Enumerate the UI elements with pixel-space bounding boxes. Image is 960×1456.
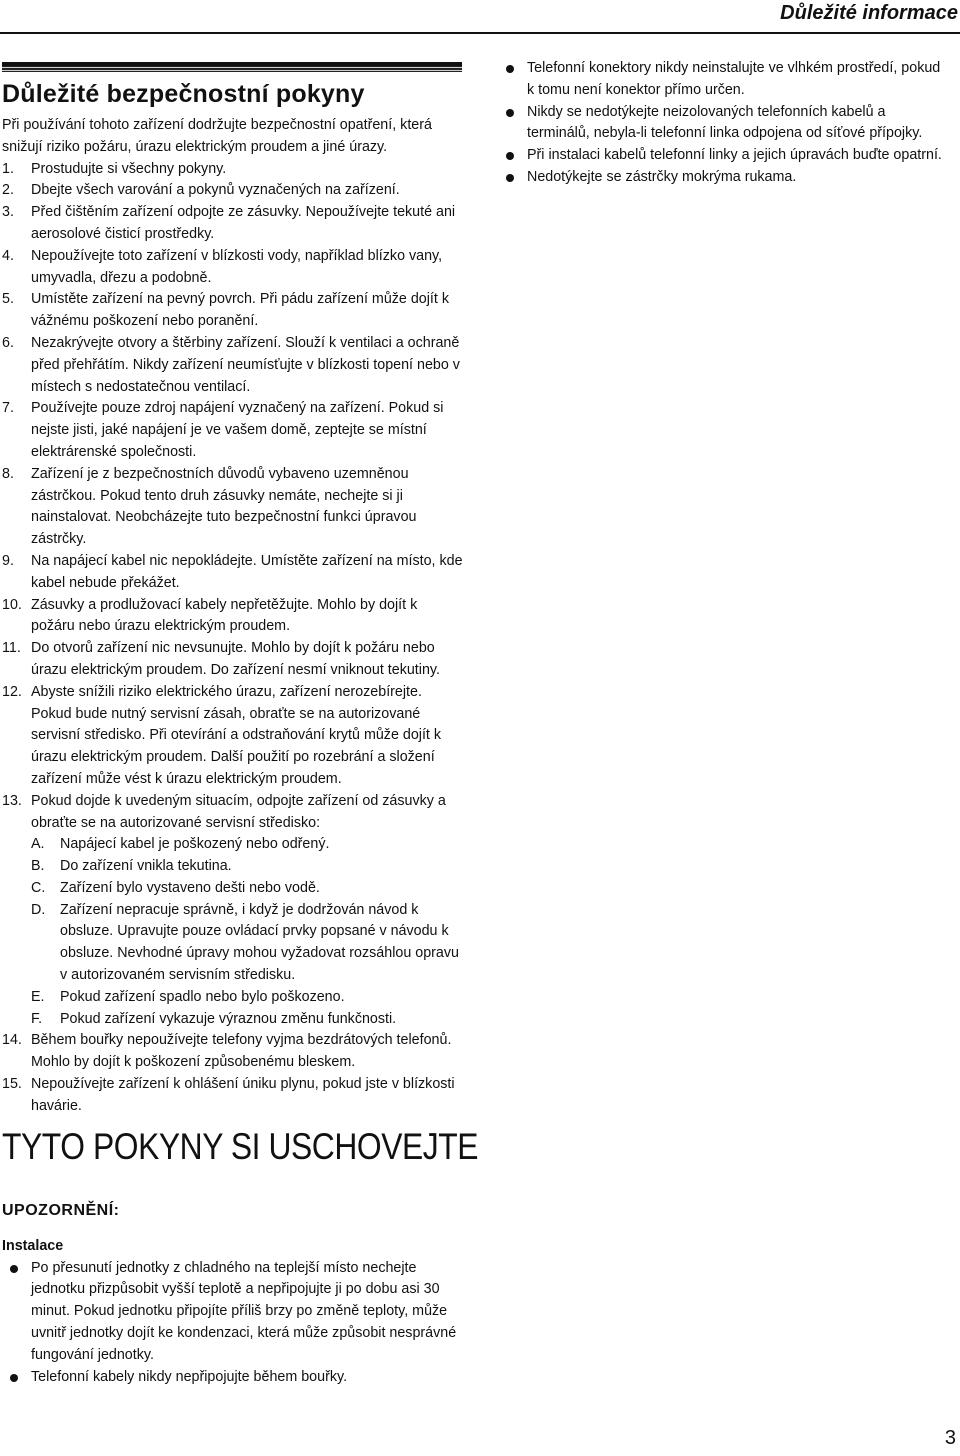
installation-title: Instalace	[2, 1237, 64, 1254]
sub-list-item	[31, 856, 464, 878]
item-number: 7.	[2, 400, 14, 417]
list-item	[2, 159, 464, 181]
intro-paragraph: Při používání tohoto zařízení dodržujte bezpečnostní opatření, která snižují riziko požáru, úrazu elektrickým proudem a jiné úrazy.	[2, 117, 432, 155]
list-item	[2, 791, 464, 835]
list-item	[2, 682, 464, 791]
left-column	[2, 80, 479, 1388]
bullet-item	[500, 102, 950, 146]
bullet-text: Po přesunutí jednotky z chladného na teplejší místo nechejte jednotku přizpůsobit vyšší teplotě a nepřipojujte ji po dobu asi 30 minut. Pokud jednotku připojíte příliš brzy po změně teploty, může uvnitř jednotky dojít ke kondenzaci, která může způsobit nesprávné fungování jednotky.	[31, 1259, 457, 1363]
item-number: 5.	[2, 291, 14, 308]
item-text: Dbejte všech varování a pokynů vyznačených na zařízení.	[31, 182, 400, 199]
bullet-item	[2, 1367, 464, 1389]
sub-item-text: Napájecí kabel je poškozený nebo odřený.	[60, 836, 330, 853]
sub-list	[31, 834, 464, 1030]
warning-title: UPOZORNĚNÍ:	[2, 1201, 120, 1219]
item-number: 12.	[2, 683, 22, 700]
list-item	[2, 1030, 464, 1074]
bullet-item	[500, 145, 950, 167]
item-text: Používejte pouze zdroj napájení vyznačený na zařízení. Pokud si nejste jisti, jaké napájení je ve vašem domě, zeptejte se místní elektrárenské společnosti.	[31, 400, 444, 460]
sub-list-item	[31, 834, 464, 856]
item-text: Zařízení je z bezpečnostních důvodů vybaveno uzemněnou zástrčkou. Pokud tento druh zásuvky nemáte, nechejte si ji nainstalovat. Neobcházejte tuto bezpečnostní funkci úpravou zástrčky.	[31, 465, 417, 548]
bullet-icon	[10, 1265, 18, 1273]
list-item	[2, 246, 464, 290]
bullet-text: Při instalaci kabelů telefonní linky a jejich úpravách buďte opatrní.	[527, 147, 942, 164]
item-text: Prostudujte si všechny pokyny.	[31, 160, 227, 177]
item-text: Nezakrývejte otvory a štěrbiny zařízení. Slouží k ventilaci a ochraně před přehřátím. Nikdy zařízení neumísťujte v blízkosti topení nebo v místech s nedostatečnou ventilací.	[31, 334, 460, 395]
sub-item-letter: C.	[31, 879, 46, 896]
item-text: Před čištěním zařízení odpojte ze zásuvky. Nepoužívejte tekuté ani aerosolové čisticí prostředky.	[31, 204, 456, 242]
bullet-text: Nedotýkejte se zástrčky mokrýma rukama.	[527, 168, 797, 185]
item-number: 11.	[2, 640, 21, 657]
sub-list-item	[31, 987, 464, 1009]
section-divider-bar	[2, 62, 462, 72]
sub-item-letter: D.	[31, 901, 46, 918]
item-text: Do otvorů zařízení nic nevsunujte. Mohlo by dojít k požáru nebo úrazu elektrickým proudem. Do zařízení nesmí vniknout tekutiny.	[31, 640, 440, 678]
sub-item-letter: A.	[31, 836, 45, 853]
list-item	[2, 398, 464, 463]
item-number: 13.	[2, 792, 22, 809]
item-text: Umístěte zařízení na pevný povrch. Při pádu zařízení může dojít k vážnému poškození nebo poranění.	[31, 291, 449, 330]
list-item	[2, 333, 464, 398]
item-text: Na napájecí kabel nic nepokládejte. Umístěte zařízení na místo, kde kabel nebude překážet.	[31, 552, 463, 591]
list-item	[2, 464, 464, 551]
list-item	[2, 638, 464, 682]
item-text: Nepoužívejte toto zařízení v blízkosti vody, například blízko vany, umyvadla, dřezu a podobně.	[31, 247, 443, 286]
bullet-text: Telefonní kabely nikdy nepřipojujte během bouřky.	[31, 1368, 348, 1385]
bullet-item	[2, 1258, 464, 1367]
sub-item-text: Zařízení nepracuje správně, i když je dodržován návod k obsluze. Upravujte pouze ovládací prvky popsané v návodu k obsluze. Nevhodné úpravy mohou vyžadovat rozsáhlou opravu v autorizovaném servisním středisku.	[60, 901, 459, 984]
item-number: 3.	[2, 204, 14, 221]
sub-item-letter: E.	[31, 988, 45, 1005]
sub-list-item	[31, 878, 464, 900]
bullet-icon	[506, 174, 514, 182]
list-item	[2, 289, 464, 333]
header-title: Důležité informace	[780, 2, 958, 24]
sub-list-item	[31, 900, 464, 987]
item-number: 1.	[2, 160, 14, 177]
list-item	[2, 180, 464, 202]
bullet-text: Nikdy se nedotýkejte neizolovaných telefonních kabelů a terminálů, nebyla-li telefonní linka odpojena od síťové přípojky.	[527, 103, 923, 142]
sub-item-text: Pokud zařízení vykazuje výraznou změnu funkčnosti.	[60, 1010, 397, 1027]
bullet-icon	[506, 65, 514, 73]
right-column	[500, 58, 950, 189]
bullet-text: Telefonní konektory nikdy neinstalujte ve vlhkém prostředí, pokud k tomu není konektor přímo určen.	[527, 60, 941, 98]
item-number: 4.	[2, 247, 14, 264]
item-number: 15.	[2, 1076, 22, 1093]
sub-item-text: Do zařízení vnikla tekutina.	[60, 858, 232, 875]
keep-instructions-title: TYTO POKYNY SI USCHOVEJTE	[2, 1125, 479, 1167]
item-text: Nepoužívejte zařízení k ohlášení úniku plynu, pokud jste v blízkosti havárie.	[31, 1076, 455, 1114]
sub-item-text: Pokud zařízení spadlo nebo bylo poškozeno.	[60, 988, 345, 1005]
sub-list-item	[31, 1009, 464, 1031]
list-item	[2, 551, 464, 595]
bullet-icon	[506, 109, 514, 117]
item-number: 10.	[2, 596, 22, 613]
item-text: Pokud dojde k uvedeným situacím, odpojte zařízení od zásuvky a obraťte se na autorizované servisní středisko:	[31, 792, 446, 831]
item-number: 14.	[2, 1032, 22, 1049]
bullet-item	[500, 167, 950, 189]
item-text: Abyste snížili riziko elektrického úrazu, zařízení nerozebírejte. Pokud bude nutný servisní zásah, obraťte se na autorizované servisní středisko. Při otevírání a odstraňování krytů může dojít k úrazu elektrickým proudem. Další použití po rozebrání a složení zařízení může vést k úrazu elektrickým proudem.	[31, 683, 442, 787]
sub-item-text: Zařízení bylo vystaveno dešti nebo vodě.	[60, 879, 320, 896]
item-text: Během bouřky nepoužívejte telefony vyjma bezdrátových telefonů. Mohlo by dojít k poškození způsobenému bleskem.	[31, 1032, 452, 1071]
numbered-list	[2, 159, 464, 1118]
item-number: 8.	[2, 465, 14, 482]
page-number: 3	[944, 1427, 956, 1449]
list-item	[2, 202, 464, 246]
item-text: Zásuvky a prodlužovací kabely nepřetěžujte. Mohlo by dojít k požáru nebo úrazu elektrickým proudem.	[31, 596, 418, 635]
page-heading: Důležité bezpečnostní pokyny	[2, 80, 365, 108]
sub-item-letter: B.	[31, 858, 45, 875]
sub-item-letter: F.	[31, 1010, 43, 1027]
list-item	[2, 1074, 464, 1118]
list-item	[2, 595, 464, 639]
item-number: 2.	[2, 182, 14, 199]
bullet-icon	[506, 152, 514, 160]
item-number: 9.	[2, 552, 14, 569]
bullet-icon	[10, 1374, 18, 1382]
bullet-item	[500, 58, 950, 102]
item-number: 6.	[2, 334, 14, 351]
header-rule	[0, 32, 960, 34]
